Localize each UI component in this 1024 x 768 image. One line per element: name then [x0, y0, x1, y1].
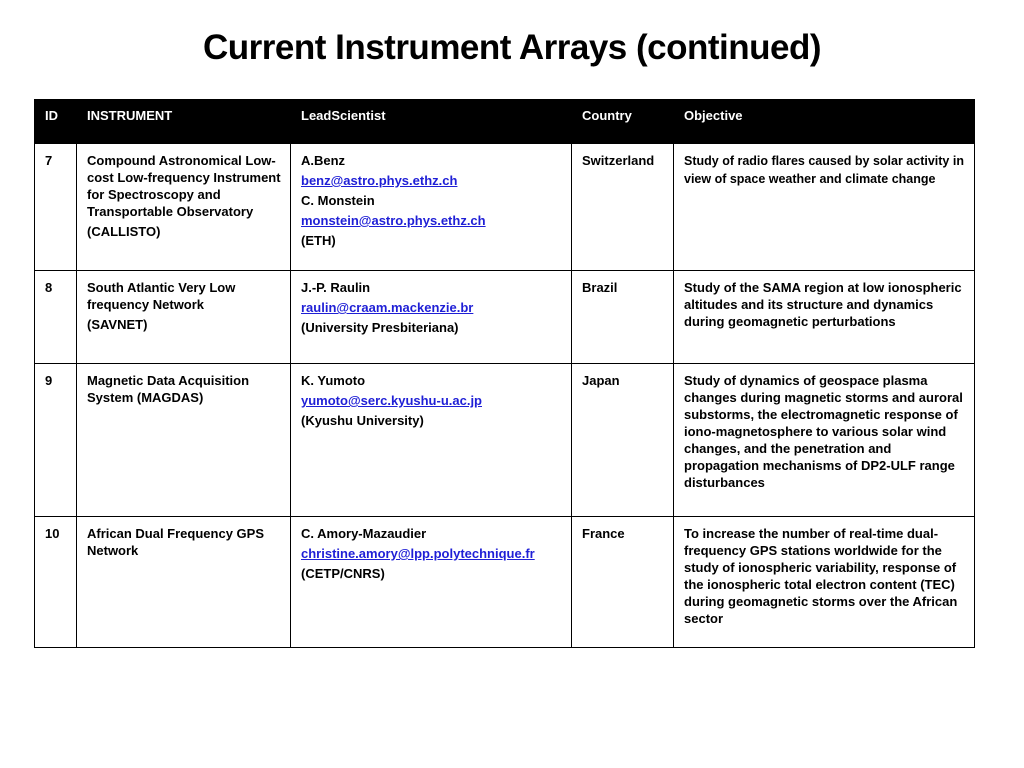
header-id: ID — [35, 100, 77, 144]
scientist-name: C. Amory-Mazaudier — [301, 526, 427, 541]
table-row — [35, 517, 975, 648]
cell-id: 7 — [35, 144, 77, 271]
instrument-arrays-table — [34, 99, 975, 648]
instrument-name: African Dual Frequency GPS Network — [87, 526, 264, 558]
cell-objective: Study of dynamics of geospace plasma changes during magnetic storms and auroral substorms, the electromagnetic response of iono-magnetosphere to various solar wind changes, and the penetration and propagation mechanisms of DP2-ULF range disturbances — [674, 364, 975, 517]
cell-instrument — [77, 364, 291, 517]
cell-country: France — [572, 517, 674, 648]
cell-id: 10 — [35, 517, 77, 648]
header-objective: Objective — [674, 100, 975, 144]
instrument-abbrev: (SAVNET) — [87, 317, 148, 332]
cell-country: Japan — [572, 364, 674, 517]
cell-id: 8 — [35, 271, 77, 364]
cell-lead-scientist — [291, 517, 572, 648]
header-lead-scientist: LeadScientist — [291, 100, 572, 144]
instrument-abbrev: (CALLISTO) — [87, 224, 161, 239]
header-instrument: INSTRUMENT — [77, 100, 291, 144]
table-header-row — [35, 100, 975, 144]
institution: (ETH) — [301, 233, 336, 248]
cell-objective: Study of radio flares caused by solar activity in view of space weather and climate change — [674, 144, 975, 271]
instrument-name: Compound Astronomical Low-cost Low-frequency Instrument for Spectroscopy and Transportable Observatory — [87, 153, 281, 219]
header-country: Country — [572, 100, 674, 144]
slide-title: Current Instrument Arrays (continued) — [202, 28, 822, 67]
table-row — [35, 144, 975, 271]
cell-lead-scientist — [291, 364, 572, 517]
scientist-email-link[interactable]: christine.amory@lpp.polytechnique.fr — [301, 546, 535, 561]
instrument-name: South Atlantic Very Low frequency Network — [87, 280, 236, 312]
instrument-name: Magnetic Data Acquisition System (MAGDAS) — [87, 373, 250, 405]
cell-instrument — [77, 144, 291, 271]
institution: (University Presbiteriana) — [301, 320, 459, 335]
cell-instrument — [77, 271, 291, 364]
table-row — [35, 271, 975, 364]
cell-instrument — [77, 517, 291, 648]
scientist-name: A.Benz — [301, 153, 346, 168]
scientist-email-link[interactable]: raulin@craam.mackenzie.br — [301, 300, 474, 315]
scientist-email-link[interactable]: monstein@astro.phys.ethz.ch — [301, 213, 486, 228]
scientist-name: J.-P. Raulin — [301, 280, 371, 295]
cell-lead-scientist — [291, 144, 572, 271]
institution: (Kyushu University) — [301, 413, 424, 428]
table-row — [35, 364, 975, 517]
cell-objective: Study of the SAMA region at low ionospheric altitudes and its structure and dynamics during geomagnetic perturbations — [674, 271, 975, 364]
scientist-email-link[interactable]: yumoto@serc.kyushu-u.ac.jp — [301, 393, 482, 408]
cell-id: 9 — [35, 364, 77, 517]
scientist-name: C. Monstein — [301, 193, 375, 208]
scientist-name: K. Yumoto — [301, 373, 366, 388]
scientist-email-link[interactable]: benz@astro.phys.ethz.ch — [301, 173, 458, 188]
institution: (CETP/CNRS) — [301, 566, 385, 581]
cell-lead-scientist — [291, 271, 572, 364]
cell-country: Brazil — [572, 271, 674, 364]
cell-country: Switzerland — [572, 144, 674, 271]
cell-objective: To increase the number of real-time dual-frequency GPS stations worldwide for the study of ionospheric variability, response of the ionospheric total electron content (TEC) during geomagnetic storms over the African sector — [674, 517, 975, 648]
